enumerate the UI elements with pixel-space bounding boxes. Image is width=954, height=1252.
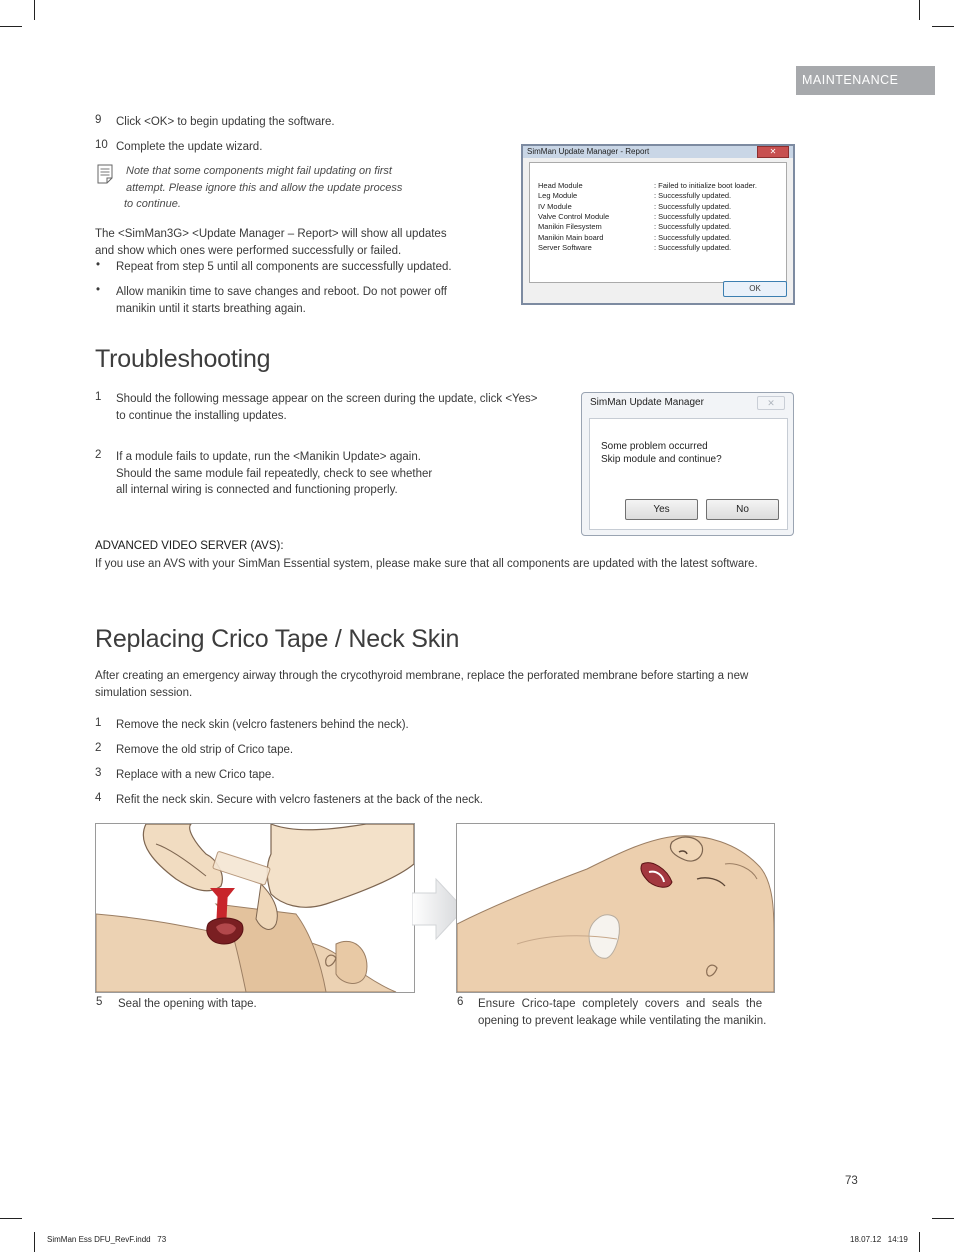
avs-heading: ADVANCED VIDEO SERVER (AVS): — [95, 540, 284, 552]
crop-mark — [0, 1218, 22, 1219]
intro-line: After creating an emergency airway through the crycothyroid membrane, replace the perforated membrane before starting a new — [95, 670, 749, 682]
crico-heading: Replacing Crico Tape / Neck Skin — [95, 625, 460, 653]
module-status: : Successfully updated. — [654, 242, 732, 252]
bullet-dot: • — [96, 284, 101, 296]
bullet-dot: • — [96, 259, 101, 271]
dialog-body — [589, 418, 788, 530]
footer-date: 18.07.12 14:19 — [850, 1235, 908, 1244]
module-status: : Successfully updated. — [654, 211, 732, 221]
report-row — [538, 222, 732, 232]
bullet-line: manikin until it starts breathing again. — [116, 302, 306, 315]
intro-line: simulation session. — [95, 686, 193, 699]
step-text: Refit the neck skin. Secure with velcro fasteners at the back of the neck. — [116, 794, 483, 806]
dialog-title: SimMan Update Manager - Report — [523, 146, 793, 158]
crop-mark — [932, 1218, 954, 1219]
crop-mark — [34, 1232, 35, 1252]
ok-button[interactable]: OK — [723, 281, 787, 297]
troubleshooting-heading: Troubleshooting — [95, 345, 271, 373]
step-number: 1 — [95, 391, 102, 403]
note — [126, 163, 402, 213]
note-line: to continue. — [124, 198, 181, 210]
module-name: Manikin Main board — [538, 232, 604, 242]
step-line: If a module fails to update, run the <Manikin Update> again. — [116, 451, 421, 463]
page-number: 73 — [845, 1175, 858, 1187]
crop-mark — [919, 0, 920, 20]
step-number: 4 — [95, 792, 102, 804]
caption-number: 5 — [96, 996, 103, 1008]
illustration-covered-opening — [456, 823, 775, 993]
module-name: IV Module — [538, 201, 572, 211]
note-icon — [97, 164, 113, 184]
update-manager-dialog — [581, 392, 794, 536]
module-name: Leg Module — [538, 191, 578, 201]
dialog-title: SimMan Update Manager — [590, 397, 704, 408]
bullet-line: Allow manikin time to save changes and reboot. Do not power off — [116, 286, 447, 298]
caption-line: Seal the opening with tape. — [118, 998, 257, 1010]
crop-mark — [919, 1232, 920, 1252]
step-number: 10 — [95, 139, 108, 151]
crop-mark — [932, 26, 954, 27]
caption-text — [478, 996, 775, 1029]
step-number: 3 — [95, 767, 102, 779]
close-icon[interactable]: ✕ — [757, 146, 789, 158]
module-status: : Successfully updated. — [654, 222, 732, 232]
module-name: Valve Control Module — [538, 211, 610, 221]
module-name: Manikin Filesystem — [538, 222, 602, 232]
caption-line: Ensure Crico-tape completely covers and seals the — [478, 998, 763, 1010]
report-paragraph — [95, 226, 447, 259]
module-status: : Successfully updated. — [654, 232, 732, 242]
caption-text — [118, 996, 257, 1013]
report-row — [538, 181, 757, 191]
step-number: 2 — [95, 449, 102, 461]
step-text: Remove the old strip of Crico tape. — [116, 744, 294, 756]
crico-intro — [95, 668, 797, 701]
note-line: Note that some components might fail updating on first — [126, 165, 392, 177]
manikin-head-illustration — [457, 824, 774, 992]
step-number: 9 — [95, 114, 102, 126]
bullet-text — [116, 259, 452, 276]
no-button[interactable]: No — [706, 499, 779, 520]
dialog-message: Skip module and continue? — [601, 454, 722, 465]
module-name: Head Module — [538, 181, 583, 190]
dialog-message: Some problem occurred — [601, 441, 708, 452]
yes-button[interactable]: Yes — [625, 499, 698, 520]
report-row — [538, 242, 732, 253]
step-number: 2 — [95, 742, 102, 754]
step-text — [116, 391, 538, 424]
bullet-text — [116, 284, 447, 317]
module-name: Server Software — [538, 242, 592, 252]
step-text: Remove the neck skin (velcro fasteners behind the neck). — [116, 719, 409, 731]
crop-mark — [34, 0, 35, 20]
note-line: attempt. Please ignore this and allow the update process — [126, 181, 403, 194]
report-row — [538, 232, 732, 243]
step-line: all internal wiring is connected and functioning properly. — [116, 484, 398, 496]
footer-file: SimMan Ess DFU_RevF.indd 73 — [47, 1235, 167, 1244]
step-text: Click <OK> to begin updating the software. — [116, 116, 335, 128]
report-dialog — [521, 144, 795, 305]
module-status: : Failed to initialize boot loader. — [654, 181, 757, 190]
close-icon[interactable]: ✕ — [757, 396, 785, 410]
module-status: : Successfully updated. — [654, 201, 732, 211]
illustration-seal-tape — [95, 823, 415, 993]
crop-mark — [0, 26, 22, 27]
step-text: Complete the update wizard. — [116, 141, 263, 153]
step-number: 1 — [95, 717, 102, 729]
module-status: : Successfully updated. — [654, 191, 732, 201]
caption-number: 6 — [457, 996, 464, 1008]
bullet-line: Repeat from step 5 until all components are successfully updated. — [116, 261, 452, 273]
step-line: Should the same module fail repeatedly, check to see whether — [116, 467, 433, 480]
report-row — [538, 211, 732, 222]
step-text: Replace with a new Crico tape. — [116, 769, 275, 781]
report-row — [538, 191, 732, 201]
paragraph-line: and show which ones were performed successfully or failed. — [95, 244, 402, 257]
paragraph-line: The <SimMan3G> <Update Manager – Report> will show all updates — [95, 228, 447, 240]
step-text — [116, 449, 432, 499]
step-line: Should the following message appear on the screen during the update, click <Yes> — [116, 393, 538, 405]
section-tab: MAINTENANCE — [796, 66, 935, 95]
report-list — [529, 162, 787, 283]
caption-line: opening to prevent leakage while ventilating the manikin. — [478, 1014, 767, 1027]
step-line: to continue the installing updates. — [116, 409, 287, 422]
avs-text: If you use an AVS with your SimMan Essential system, please make sure that all components are updated with the latest software. — [95, 558, 758, 570]
report-row — [538, 201, 732, 212]
hands-taping-illustration — [96, 824, 414, 992]
